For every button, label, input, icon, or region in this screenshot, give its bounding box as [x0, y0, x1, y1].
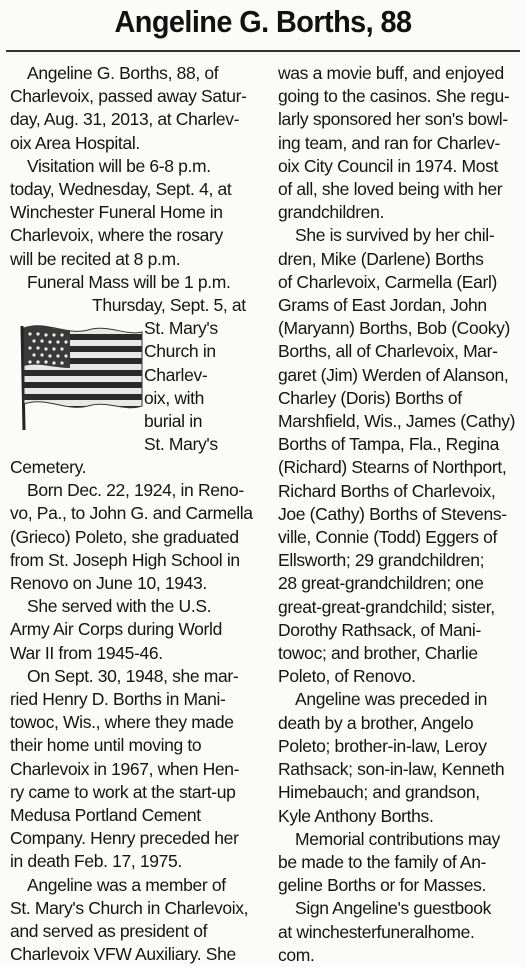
text-line: day, Aug. 31, 2013, at Charlev-	[10, 109, 240, 130]
text-line: Visitation will be 6-8 p.m.	[27, 155, 211, 176]
text-line: ry came to work at the start-up	[10, 781, 236, 802]
text-line: Joe (Cathy) Borths of Stevens-	[278, 503, 507, 524]
american-flag-icon	[16, 322, 144, 434]
text-line: Memorial contributions may	[295, 828, 500, 849]
text-line: dren, Mike (Darlene) Borths	[278, 248, 484, 269]
text-line: oix Area Hospital.	[10, 132, 140, 153]
text-line: War II from 1945-46.	[10, 642, 163, 663]
text-line: Army Air Corps during World	[10, 619, 222, 640]
text-line: Sign Angeline's guestbook	[295, 898, 491, 919]
text-line: death by a brother, Angelo	[278, 712, 474, 733]
text-line: grandchildren.	[278, 202, 385, 223]
text-line: St. Mary's	[144, 434, 218, 455]
text-line: Kyle Anthony Borths.	[278, 805, 434, 826]
text-line: and served as president of	[10, 921, 208, 942]
text-line: Rathsack; son-in-law, Kenneth	[278, 759, 505, 780]
paragraph	[10, 271, 268, 294]
text-line: Borths, all of Charlevoix, Mar-	[278, 341, 498, 362]
text-line: oix City Council in 1974. Most	[278, 155, 499, 176]
text-line: of all, she loved being with her	[278, 179, 503, 200]
text-line: Grams of East Jordan, John	[278, 295, 487, 316]
text-line: Thursday, Sept. 5, at	[92, 295, 246, 316]
text-line: vo, Pa., to John G. and Carmella	[10, 503, 253, 524]
text-line: be made to the family of An-	[278, 851, 487, 872]
text-line: Himebauch; and grandson,	[278, 782, 480, 803]
flag-block	[10, 294, 268, 456]
text-line: towoc, Wis., where they made	[10, 712, 234, 733]
text-line: Charlevoix, where the rosary	[10, 225, 223, 246]
paragraph	[10, 479, 268, 595]
text-line: Borths of Tampa, Fla., Regina	[278, 434, 500, 455]
text-line: Cemetery.	[10, 457, 87, 478]
text-line: of Charlevoix, Carmella (Earl)	[278, 271, 498, 292]
text-line: Renovo on June 10, 1943.	[10, 573, 207, 594]
text-line: garet (Jim) Werden of Alanson,	[278, 364, 509, 385]
paragraph	[278, 62, 522, 224]
text-line: Medusa Portland Cement	[10, 805, 201, 826]
paragraph	[10, 62, 268, 155]
text-line: Charlevoix VFW Auxiliary. She	[10, 944, 236, 965]
text-line: (Maryann) Borths, Bob (Cooky)	[278, 318, 511, 339]
text-line: ing team, and ran for Charlev-	[278, 132, 500, 153]
paragraph	[278, 688, 522, 827]
text-line: their home until moving to	[10, 735, 202, 756]
text-line: (Grieco) Poleto, she graduated	[10, 526, 239, 547]
text-line: Dorothy Rathsack, of Mani-	[278, 619, 481, 640]
text-line: Poleto, of Renovo.	[278, 666, 416, 687]
text-line: Ellsworth; 29 grandchildren;	[278, 550, 485, 571]
text-line: Charlevoix, passed away Satur-	[10, 86, 247, 107]
text-line: will be recited at 8 p.m.	[10, 248, 181, 269]
text-line: Marshfield, Wis., James (Cathy)	[278, 411, 516, 432]
right-column	[278, 62, 522, 967]
text-line: Funeral Mass will be 1 p.m.	[27, 271, 231, 292]
paragraph	[10, 665, 268, 874]
paragraph	[10, 155, 268, 271]
text-line: geline Borths or for Masses.	[278, 875, 487, 896]
text-line: ville, Connie (Todd) Eggers of	[278, 527, 498, 548]
text-line: towoc; and brother, Charlie	[278, 643, 478, 664]
text-line: Church in	[144, 341, 216, 362]
text-line: com.	[278, 944, 315, 965]
text-line: On Sept. 30, 1948, she mar-	[27, 665, 239, 686]
text-line: St. Mary's Church in Charlevoix,	[10, 897, 249, 918]
paragraph	[10, 874, 268, 967]
paragraph	[278, 224, 522, 688]
headline: Angeline G. Borths, 88	[114, 4, 412, 39]
text-line: was a movie buff, and enjoyed	[278, 63, 504, 83]
text-line: going to the casinos. She regu-	[278, 86, 510, 107]
text-line: Poleto; brother-in-law, Leroy	[278, 735, 487, 756]
text-line: larly sponsored her son's bowl-	[278, 109, 508, 130]
left-column	[10, 62, 268, 967]
text-line: St. Mary's	[144, 318, 218, 339]
text-line: Company. Henry preceded her	[10, 828, 239, 849]
text-line: today, Wednesday, Sept. 4, at	[10, 179, 232, 200]
paragraph	[278, 897, 522, 967]
text-line: Charlevoix in 1967, when Hen-	[10, 758, 240, 779]
paragraph	[10, 456, 268, 479]
paragraph	[10, 595, 268, 665]
headline-rule	[6, 50, 520, 52]
text-line: at winchesterfuneralhome.	[278, 921, 475, 942]
text-line: great-great-grandchild; sister,	[278, 596, 495, 617]
text-line: She served with the U.S.	[27, 596, 212, 617]
flag-wrap-text	[92, 294, 274, 456]
text-line: from St. Joseph High School in	[10, 549, 240, 570]
text-line: She is survived by her chil-	[295, 225, 495, 246]
text-line: Angeline G. Borths, 88, of	[27, 63, 219, 83]
text-line: (Richard) Stearns of Northport,	[278, 457, 507, 478]
text-line: Angeline was a member of	[27, 874, 226, 895]
text-line: in death Feb. 17, 1975.	[10, 851, 182, 872]
text-line: Born Dec. 22, 1924, in Reno-	[27, 480, 244, 501]
text-line: Richard Borths of Charlevoix,	[278, 480, 496, 501]
text-line: Winchester Funeral Home in	[10, 202, 223, 223]
text-line: burial in	[144, 411, 203, 432]
text-line: Angeline was preceded in	[295, 689, 488, 710]
text-line: 28 great-grandchildren; one	[278, 573, 484, 594]
text-line: Charlev-	[144, 364, 208, 385]
text-line: ried Henry D. Borths in Mani-	[10, 689, 226, 710]
text-line: Charley (Doris) Borths of	[278, 387, 462, 408]
text-line: oix, with	[144, 387, 205, 408]
paragraph	[278, 828, 522, 898]
